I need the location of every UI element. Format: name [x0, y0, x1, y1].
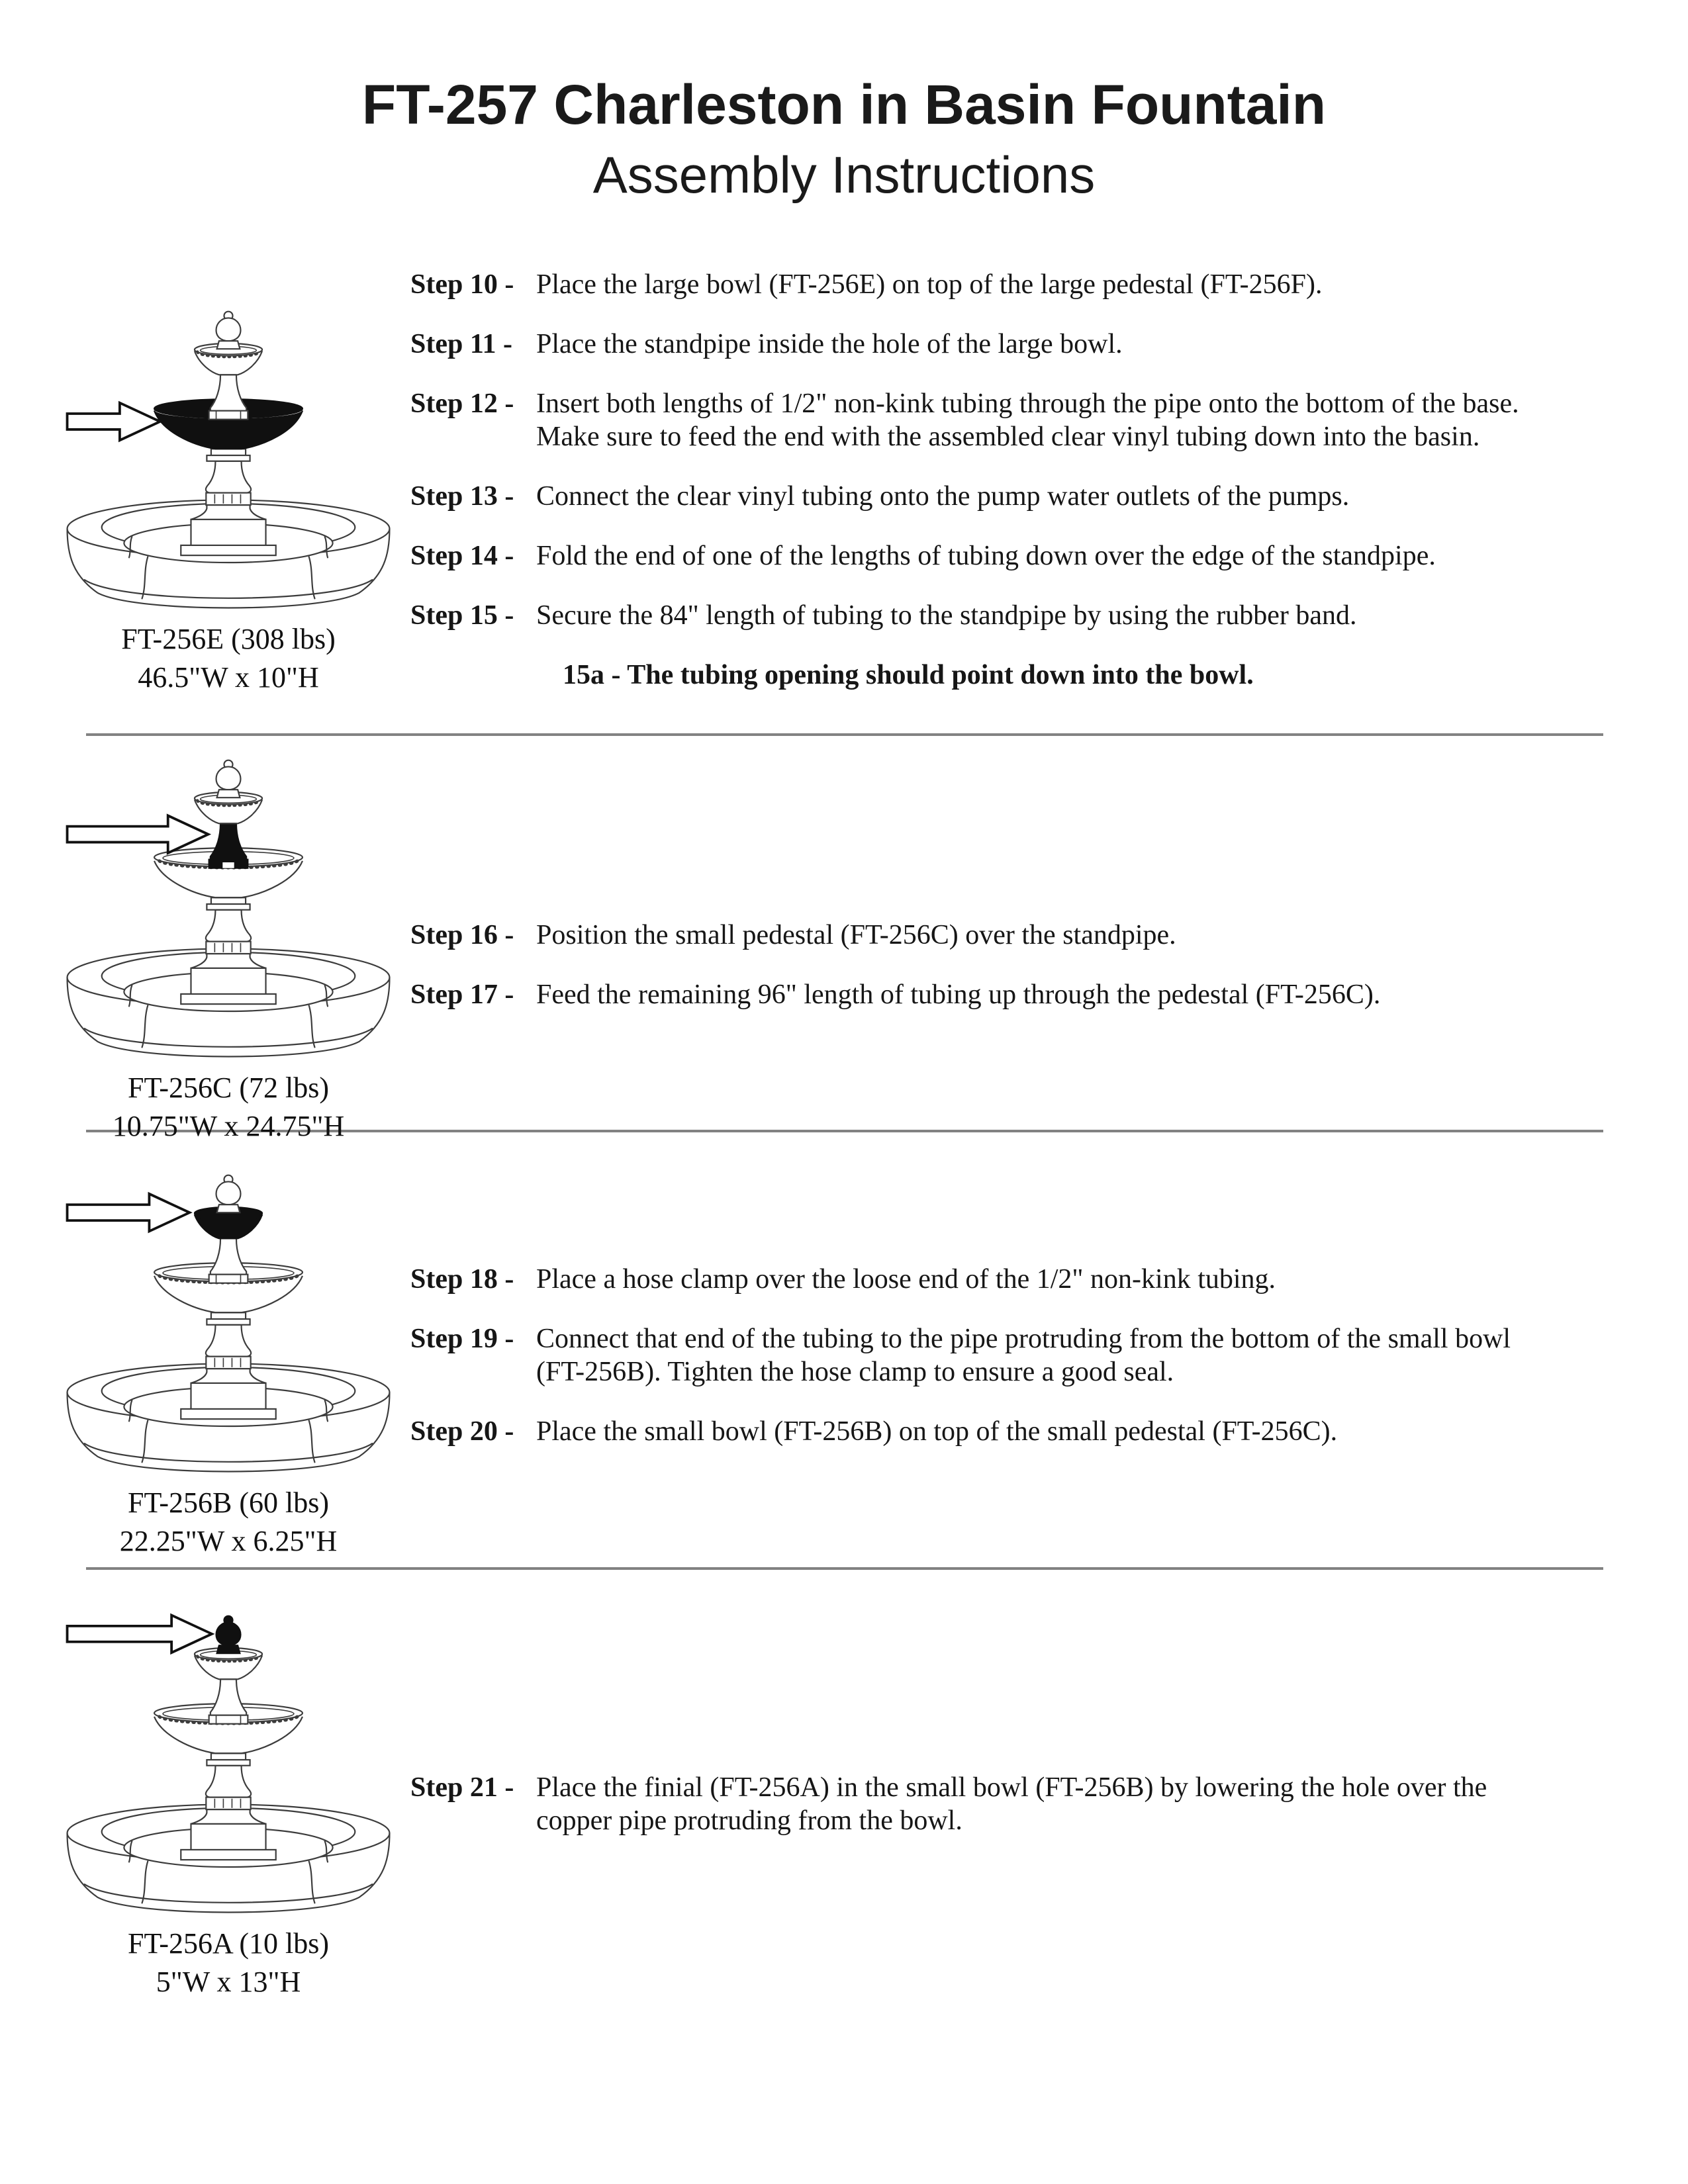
step-row: [410, 1415, 1536, 1448]
step-text-line: Connect that end of the tubing to the pipe protruding from the bottom of the small bowl: [536, 1324, 1511, 1354]
step-text: [536, 387, 1536, 453]
step-row: [410, 328, 1536, 361]
small-pedestal: [209, 823, 248, 868]
page-title: FT-257 Charleston in Basin Fountain: [361, 73, 1327, 136]
arrow-icon: [68, 1194, 190, 1232]
step-row: [410, 599, 1536, 632]
arrow-icon: [68, 403, 160, 441]
small-pedestal: [209, 1679, 248, 1723]
step-text-line: Place the small bowl (FT-256B) on top of the small pedestal (FT-256C).: [536, 1416, 1338, 1447]
figure-dimensions-label: 22.25"W x 6.25"H: [119, 1525, 338, 1557]
step-text: [536, 1415, 1536, 1448]
substep-note: 15a - The tubing opening should point down into the bowl.: [563, 660, 1254, 690]
steps-column: [410, 1263, 1536, 1475]
step-text-line: Feed the remaining 96" length of tubing up through the pedestal (FT-256C).: [536, 979, 1381, 1010]
step-number-label: Step 16 -: [410, 920, 514, 950]
figure-model-label: FT-256C (72 lbs): [128, 1071, 329, 1104]
arrow-icon: [68, 815, 209, 853]
steps-column: [410, 1771, 1536, 1864]
fountain-figure: [63, 1171, 394, 1559]
steps-column: [410, 919, 1536, 1038]
large-pedestal: [206, 1312, 251, 1369]
fountain-diagram: [63, 1612, 394, 1923]
page-subtitle: Assembly Instructions: [592, 146, 1096, 204]
step-text-line: Place the finial (FT-256A) in the small bowl (FT-256B) by lowering the hole over the: [536, 1772, 1487, 1803]
figure-model-label: FT-256B (60 lbs): [128, 1486, 329, 1519]
step-text: [536, 268, 1536, 301]
step-text-line: Position the small pedestal (FT-256C) over the standpipe.: [536, 920, 1176, 950]
figure-model-label: FT-256A (10 lbs): [128, 1927, 329, 1960]
finial: [216, 1616, 241, 1654]
step-row: [410, 1322, 1536, 1388]
step-text-line: Place a hose clamp over the loose end of the 1/2" non-kink tubing.: [536, 1264, 1276, 1295]
step-number-label: Step 12 -: [410, 388, 514, 419]
assembly-section-2: [0, 733, 1688, 1142]
figure-dimensions-label: 5"W x 13"H: [156, 1966, 301, 1998]
step-row: [410, 268, 1536, 301]
assembly-section-4: [0, 1567, 1688, 2183]
step-number-label: Step 21 -: [410, 1772, 514, 1803]
small-pedestal: [209, 1238, 248, 1283]
step-number-label: Step 14 -: [410, 541, 514, 571]
step-text-line: Connect the clear vinyl tubing onto the pump water outlets of the pumps.: [536, 481, 1350, 512]
fountain-diagram-slot: [63, 308, 394, 619]
step-number-label: Step 10 -: [410, 269, 514, 300]
finial: [216, 760, 241, 798]
step-text-line: copper pipe protruding from the bowl.: [536, 1805, 962, 1836]
fountain-figure: [63, 308, 394, 696]
step-text-line: (FT-256B). Tighten the hose clamp to ensure a good seal.: [536, 1357, 1174, 1387]
step-text: [536, 599, 1536, 632]
step-row: [410, 480, 1536, 513]
step-text: [536, 480, 1536, 513]
steps-column: [410, 268, 1536, 692]
assembly-section-1: [0, 230, 1688, 733]
step-text-line: Place the standpipe inside the hole of the large bowl.: [536, 329, 1123, 359]
small-pedestal: [209, 375, 248, 419]
step-number-label: Step 20 -: [410, 1416, 514, 1447]
step-row: [410, 1263, 1536, 1296]
large-pedestal: [206, 897, 251, 954]
arrow-icon: [68, 1615, 212, 1653]
step-number-label: Step 17 -: [410, 979, 514, 1010]
fountain-diagram: [63, 756, 394, 1068]
step-text-line: Insert both lengths of 1/2" non-kink tubing through the pipe onto the bottom of the base.: [536, 388, 1519, 419]
step-text-line: Fold the end of one of the lengths of tubing down over the edge of the standpipe.: [536, 541, 1436, 571]
figure-dimensions-label: 10.75"W x 24.75"H: [112, 1110, 345, 1142]
fountain-diagram-slot: [63, 756, 394, 1068]
step-row: [410, 919, 1536, 952]
step-number-label: Step 13 -: [410, 481, 514, 512]
assembly-section-3: [0, 1130, 1688, 1567]
fountain-diagram: [63, 308, 394, 619]
fountain-diagram-slot: [63, 1612, 394, 1923]
step-row: [410, 978, 1536, 1011]
step-text: [536, 328, 1536, 361]
step-text-line: Make sure to feed the end with the assembled clear vinyl tubing down into the basin.: [536, 422, 1480, 452]
fountain-diagram-slot: [63, 1171, 394, 1482]
finial: [216, 312, 241, 349]
fountain-diagram: [63, 1171, 394, 1482]
step-number-label: Step 15 -: [410, 600, 514, 631]
figure-model-label: FT-256E (308 lbs): [121, 623, 336, 655]
step-row: [410, 539, 1536, 572]
fountain-figure: [63, 756, 394, 1144]
step-text-line: Place the large bowl (FT-256E) on top of the large pedestal (FT-256F).: [536, 269, 1323, 300]
step-text: [536, 919, 1536, 952]
step-text: [536, 1771, 1536, 1837]
step-number-label: Step 11 -: [410, 329, 513, 359]
large-pedestal: [206, 1753, 251, 1809]
step-row: [410, 1771, 1536, 1837]
step-row: [410, 387, 1536, 453]
figure-dimensions-label: 46.5"W x 10"H: [138, 661, 319, 694]
finial: [216, 1175, 241, 1213]
step-text-line: Secure the 84" length of tubing to the standpipe by using the rubber band.: [536, 600, 1357, 631]
large-pedestal: [206, 449, 251, 505]
step-number-label: Step 18 -: [410, 1264, 514, 1295]
step-text: [536, 978, 1536, 1011]
fountain-figure: [63, 1612, 394, 2000]
step-number-label: Step 19 -: [410, 1324, 514, 1354]
step-text: [536, 539, 1536, 572]
step-text: [536, 1322, 1536, 1388]
step-text: [536, 1263, 1536, 1296]
